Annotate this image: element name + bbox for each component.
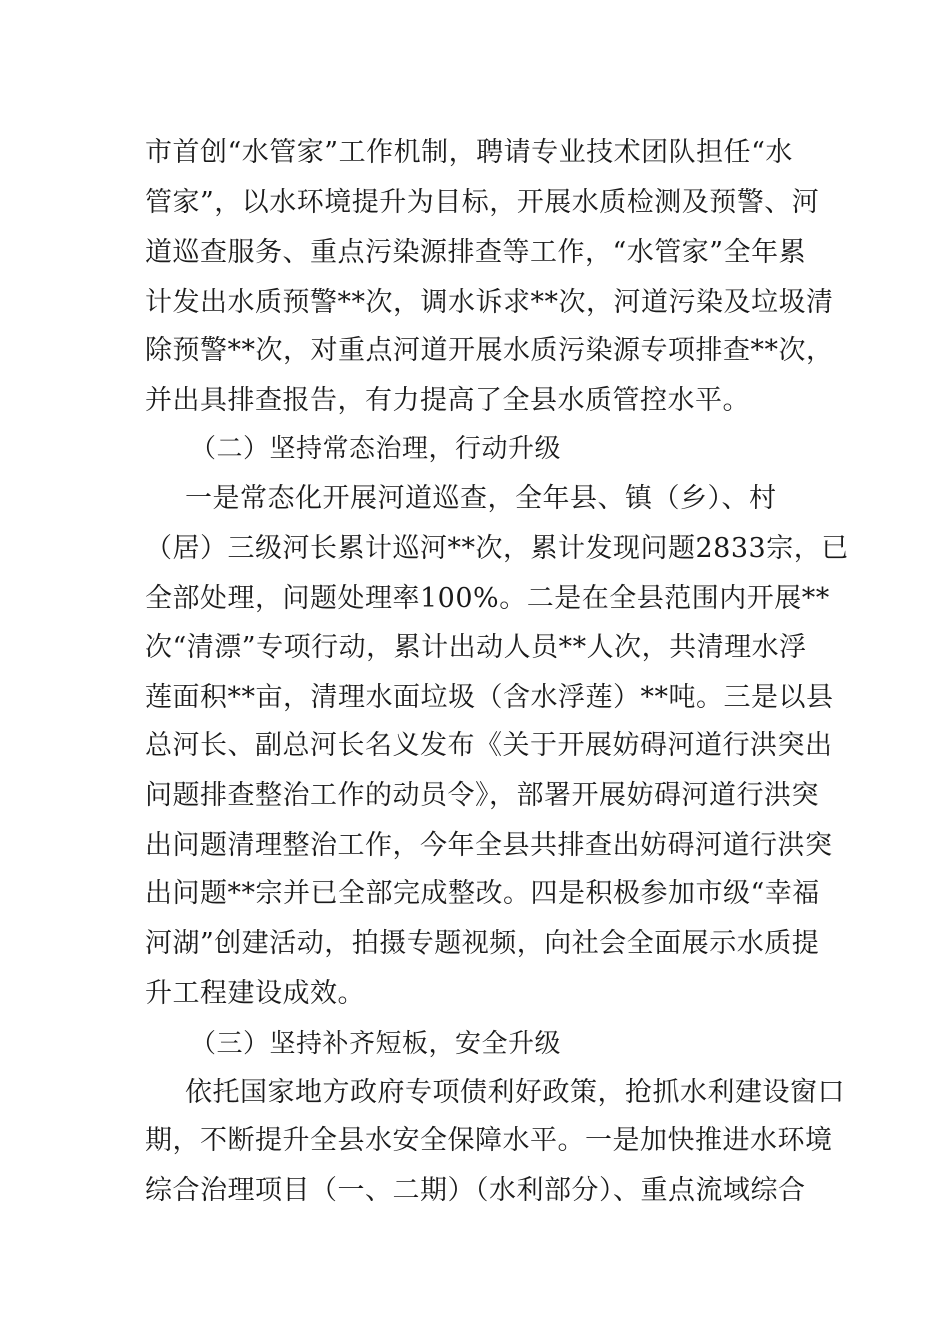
paragraph-line: 管家”，以水环境提升为目标，开展水质检测及预警、河	[145, 187, 820, 218]
paragraph-line: 一是常态化开展河道巡查，全年县、镇（乡）、村	[185, 483, 777, 514]
paragraph-line: 市首创“水管家”工作机制，聘请专业技术团队担任“水	[145, 137, 793, 168]
paragraph-line: 全部处理，问题处理率100%。二是在全县范围内开展**	[145, 583, 830, 614]
paragraph-line: 升工程建设成效。	[145, 978, 365, 1009]
paragraph-line: 综合治理项目（一、二期）（水利部分）、重点流域综合	[145, 1175, 806, 1206]
paragraph-line: 河湖”创建活动，拍摄专题视频，向社会全面展示水质提	[145, 928, 820, 959]
paragraph-line: 计发出水质预警**次，调水诉求**次，河道污染及垃圾清	[145, 287, 834, 318]
section-heading: （三）坚持补齐短板，安全升级	[190, 1029, 562, 1059]
paragraph-line: 出问题**宗并已全部完成整改。四是积极参加市级“幸福	[145, 878, 820, 909]
paragraph-line: 道巡查服务、重点污染源排查等工作，“水管家”全年累	[145, 237, 807, 268]
paragraph-line: 期，不断提升全县水安全保障水平。一是加快推进水环境	[145, 1125, 833, 1156]
section-heading: （二）坚持常态治理，行动升级	[190, 434, 562, 464]
paragraph-line: 莲面积**亩，清理水面垃圾（含水浮莲）**吨。三是以县	[145, 682, 834, 713]
paragraph-line: 除预警**次，对重点河道开展水质污染源专项排查**次，	[145, 335, 834, 366]
paragraph-line: 问题排查整治工作的动员令》，部署开展妨碍河道行洪突	[145, 780, 819, 811]
paragraph-line: 依托国家地方政府专项债利好政策，抢抓水利建设窗口	[185, 1077, 845, 1108]
paragraph-line: 次“清漂”专项行动，累计出动人员**人次，共清理水浮	[145, 632, 807, 663]
paragraph-line: 总河长、副总河长名义发布《关于开展妨碍河道行洪突出	[145, 730, 833, 761]
paragraph-line: 出问题清理整治工作，今年全县共排查出妨碍河道行洪突	[145, 830, 833, 861]
paragraph-line: 并出具排查报告，有力提高了全县水质管控水平。	[145, 385, 750, 416]
paragraph-line: （居）三级河长累计巡河**次，累计发现问题2833宗，已	[145, 533, 849, 564]
